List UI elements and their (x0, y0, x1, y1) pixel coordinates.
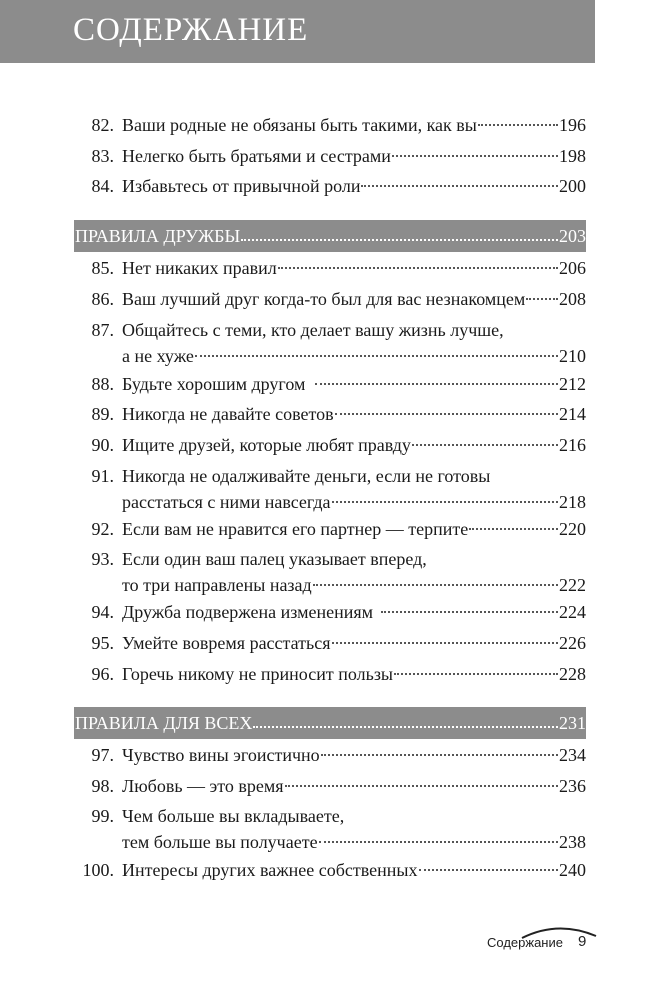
toc-entry-98[interactable] (74, 775, 586, 797)
section-title: ПРАВИЛА ДЛЯ ВСЕХ (75, 713, 253, 733)
entry-title: Ваш лучший друг когда-то был для вас незнакомцем (122, 289, 526, 309)
page-number: 9 (578, 933, 587, 950)
entry-page: 226 (559, 633, 586, 653)
page-title: СОДЕРЖАНИЕ (73, 12, 309, 48)
entry-number: 87. (91, 320, 114, 340)
entry-page: 210 (559, 346, 586, 366)
header-bar (0, 0, 595, 63)
toc-entry-85[interactable] (74, 257, 586, 279)
dot-leader (319, 835, 558, 843)
dot-leader (332, 495, 558, 503)
entry-page: 238 (559, 832, 586, 852)
section-header-friendship[interactable] (74, 220, 586, 252)
entry-title: Нет никаких правил (122, 258, 277, 278)
entry-title: Чем больше вы вкладываете, (122, 806, 345, 826)
toc-entry-96[interactable] (74, 663, 586, 685)
entry-number: 88. (91, 374, 114, 394)
toc-entry-83[interactable] (74, 145, 586, 167)
section-page: 231 (559, 713, 586, 733)
entry-number: 90. (91, 435, 114, 455)
entry-number: 91. (91, 466, 114, 486)
dot-leader (285, 779, 558, 787)
dot-leader (412, 438, 558, 446)
entry-title: Чувство вины эгоистично (122, 745, 320, 765)
section-header-everyone[interactable] (74, 707, 586, 739)
entry-title-continued: а не хуже (122, 346, 194, 366)
dot-leader (332, 636, 559, 644)
entry-page: 208 (559, 289, 586, 309)
entry-title-continued: расстаться с ними навсегда (122, 492, 331, 512)
dot-leader (394, 667, 558, 675)
entry-page: 196 (559, 115, 586, 135)
entry-title: Ваши родные не обязаны быть такими, как вы (122, 115, 477, 135)
dot-leader (361, 179, 558, 187)
entry-title: Никогда не одалживайте деньги, если не готовы (122, 466, 491, 486)
entry-title: Ищите друзей, которые любят правду (122, 435, 411, 455)
entry-title: Интересы других важнее собственных (122, 860, 418, 880)
entry-number: 86. (91, 289, 114, 309)
entry-page: 236 (559, 776, 586, 796)
entry-page: 224 (559, 602, 586, 622)
toc-entry-88[interactable] (74, 373, 586, 395)
dot-leader (392, 149, 558, 157)
entry-number: 82. (91, 115, 114, 135)
entry-title: Избавьтесь от привычной роли (122, 176, 361, 196)
toc-entry-100[interactable] (74, 859, 586, 881)
dot-leader (253, 722, 558, 728)
entry-number: 99. (91, 806, 114, 826)
toc-entry-86[interactable] (74, 288, 586, 310)
entry-page: 206 (559, 258, 586, 278)
dot-leader (313, 578, 558, 586)
entry-page: 222 (559, 575, 586, 595)
entry-number: 89. (91, 404, 114, 424)
running-footer-label: Содержание (487, 935, 563, 950)
dot-leader (381, 605, 558, 613)
dot-leader (321, 748, 558, 756)
dot-leader (195, 349, 558, 357)
entry-number: 92. (91, 519, 114, 539)
entry-title-continued: то три направлены назад (122, 575, 312, 595)
toc-entry-93[interactable] (74, 548, 586, 596)
toc-entry-89[interactable] (74, 403, 586, 425)
dot-leader (278, 261, 558, 269)
entry-page: 212 (559, 374, 586, 394)
entry-title: Общайтесь с теми, кто делает вашу жизнь лучше, (122, 320, 504, 340)
toc-entry-95[interactable] (74, 632, 586, 654)
toc-entry-90[interactable] (74, 434, 586, 456)
entry-number: 98. (91, 776, 114, 796)
entry-title: Любовь — это время (122, 776, 284, 796)
toc-entry-94[interactable] (74, 601, 586, 623)
entry-page: 216 (559, 435, 586, 455)
entry-title: Умейте вовремя расстаться (122, 633, 331, 653)
entry-number: 85. (91, 258, 114, 278)
entry-page: 198 (559, 146, 586, 166)
entry-title: Если вам не нравится его партнер — терпите (122, 519, 469, 539)
dot-leader (478, 118, 558, 126)
dot-leader (335, 407, 558, 415)
entry-number: 84. (91, 176, 114, 196)
toc-entry-92[interactable] (74, 518, 586, 540)
entry-title: Если один ваш палец указывает вперед, (122, 549, 427, 569)
section-page: 203 (559, 226, 586, 246)
entry-title: Будьте хорошим другом (122, 374, 306, 394)
entry-page: 200 (559, 176, 586, 196)
entry-number: 100. (82, 860, 114, 880)
entry-title: Дружба подвержена изменениям (122, 602, 374, 622)
toc-entry-99[interactable] (74, 805, 586, 853)
entry-page: 220 (559, 519, 586, 539)
entry-page: 234 (559, 745, 586, 765)
entry-number: 94. (91, 602, 114, 622)
toc-entry-91[interactable] (74, 465, 586, 513)
dot-leader (241, 235, 558, 241)
dot-leader (315, 377, 558, 385)
entry-number: 96. (91, 664, 114, 684)
entry-title-continued: тем больше вы получаете (122, 832, 318, 852)
dot-leader (419, 863, 559, 871)
toc-entry-97[interactable] (74, 744, 586, 766)
entry-title: Нелегко быть братьями и сестрами (122, 146, 391, 166)
entry-title: Горечь никому не приносит пользы (122, 664, 394, 684)
section-title: ПРАВИЛА ДРУЖБЫ (75, 226, 241, 246)
entry-page: 214 (559, 404, 586, 424)
entry-title: Никогда не давайте советов (122, 404, 334, 424)
entry-number: 83. (91, 146, 114, 166)
entry-page: 228 (559, 664, 586, 684)
entry-page: 218 (559, 492, 586, 512)
entry-number: 97. (91, 745, 114, 765)
dot-leader (526, 292, 558, 300)
entry-number: 93. (91, 549, 114, 569)
dot-leader (469, 522, 558, 530)
toc-entry-87[interactable] (74, 319, 586, 367)
entry-number: 95. (91, 633, 114, 653)
entry-page: 240 (559, 860, 586, 880)
toc-entry-84[interactable] (74, 175, 586, 197)
toc-entry-82[interactable] (74, 114, 586, 136)
